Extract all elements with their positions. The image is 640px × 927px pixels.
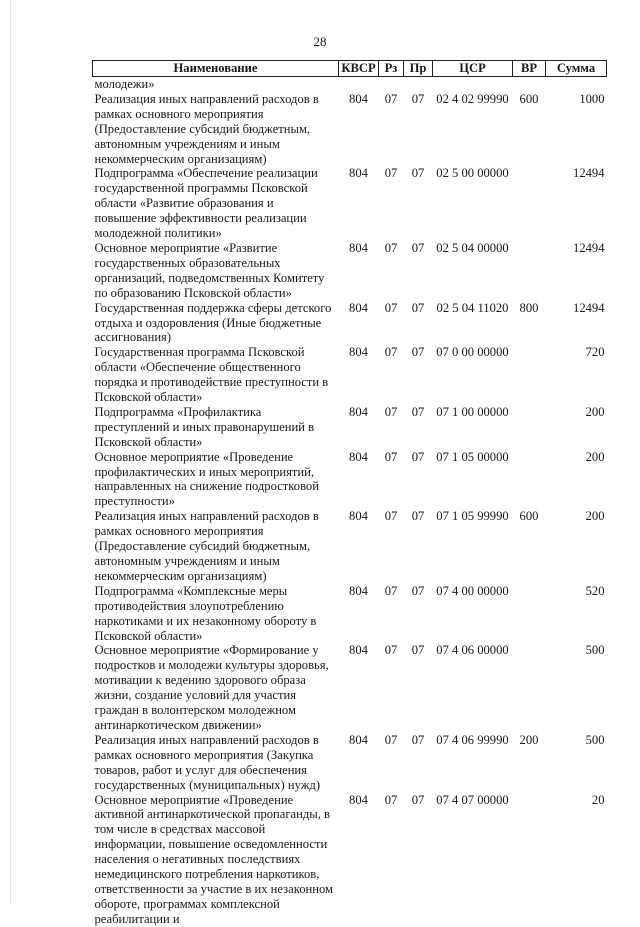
row-sum-cell: 200: [585, 404, 605, 419]
row-name-cell: Основное мероприятие «Развитие государственных образовательных организаций, подведомственных Комитету по образованию Псковской области»: [94, 240, 325, 300]
column-header-vr: ВР: [513, 61, 546, 77]
row-name-cell: Подпрограмма «Обеспечение реализации государственной программы Псковской области «Развитие образования и повышение эффективности реализации молодежной политики»: [94, 166, 318, 241]
row-kvsr-cell: 804: [349, 91, 368, 106]
row-vr-cell: [513, 643, 546, 732]
row-pr-cell: 07: [411, 240, 425, 255]
row-vr-cell: 200: [519, 732, 539, 747]
budget-table: [92, 60, 607, 927]
row-rz-cell: 07: [384, 166, 398, 181]
row-kvsr-cell: 804: [349, 300, 368, 315]
row-rz-cell: 07: [384, 300, 398, 315]
row-sum-cell: 12494: [573, 240, 605, 255]
row-kvsr-cell: 804: [349, 643, 368, 658]
row-sum-cell: 12494: [573, 300, 605, 315]
column-header-rz: Рз: [379, 61, 404, 77]
table-row: [93, 92, 607, 167]
table-row: [93, 450, 607, 510]
row-sum-cell: 200: [585, 509, 605, 524]
row-name-cell: Подпрограмма «Комплексные меры противодействия злоупотреблению наркотиками и их незаконному обороту в Псковской области»: [94, 583, 317, 643]
row-pr-cell: 07: [411, 792, 425, 807]
row-csr-cell: 07 4 06 99990: [436, 732, 509, 747]
row-name-cell: Основное мероприятие «Формирование у подростков и молодежи культуры здоровья, мотивации к ведению здорового образа жизни, создание условий для участия граждан в волонтерском молодежном антинаркотическом движении»: [94, 643, 329, 732]
row-csr-cell: 07 0 00 00000: [436, 345, 509, 360]
row-name-cell: Основное мероприятие «Проведение активной антинаркотической пропаганды, в том числе в средствах массовой информации, повышение осведомленности населения о негативных последствиях немедицинского потребления наркотиков, ответственности за участие в их незаконном обороте, программах комплексной реабилитации и: [94, 792, 333, 926]
row-sum-cell: 500: [585, 732, 605, 747]
row-pr-cell: 07: [411, 732, 425, 747]
table-row: [93, 241, 607, 301]
column-header-pr: Пр: [404, 61, 433, 77]
row-kvsr-cell: 804: [349, 166, 368, 181]
row-name-cell: Подпрограмма «Профилактика преступлений и иных правонарушений в Псковской области»: [94, 404, 315, 449]
row-kvsr-cell: 804: [349, 509, 368, 524]
row-vr-cell: [513, 793, 546, 927]
table-row: [93, 345, 607, 405]
row-pr-cell: 07: [411, 583, 425, 598]
row-pr-cell: 07: [411, 166, 425, 181]
row-rz-cell: 07: [384, 643, 398, 658]
row-pr-cell: 07: [411, 449, 425, 464]
row-name-cell: Реализация иных направлений расходов в рамках основного мероприятия (Предоставление субсидий бюджетным, автономным учреждениям и иным некоммерческим организациям): [94, 91, 319, 166]
row-pr-cell: 07: [411, 404, 425, 419]
row-csr-cell: 07 1 05 00000: [436, 449, 509, 464]
row-kvsr-cell: 804: [349, 732, 368, 747]
row-csr-cell: 07 4 06 00000: [436, 643, 509, 658]
table-row: [93, 643, 607, 732]
row-pr-cell: 07: [411, 345, 425, 360]
row-name-cell: Реализация иных направлений расходов в рамках основного мероприятия (Предоставление субсидий бюджетным, автономным учреждениям и иным некоммерческим организациям): [94, 509, 319, 583]
row-pr-cell: 07: [411, 300, 425, 315]
row-sum-cell: 500: [585, 643, 605, 658]
row-name-cell: Государственная программа Псковской области «Обеспечение общественного порядка и противодействие преступности в Псковской области»: [94, 345, 329, 405]
row-vr-cell: [513, 345, 546, 405]
table-row: [93, 301, 607, 346]
row-csr-cell: 02 5 04 00000: [436, 240, 509, 255]
row-rz-cell: 07: [384, 509, 398, 524]
continuation-text: молодежи»: [94, 77, 155, 91]
row-kvsr-cell: 804: [349, 449, 368, 464]
column-header-name: Наименование: [93, 61, 339, 77]
table-header-row: [93, 61, 607, 77]
row-vr-cell: 600: [519, 91, 539, 106]
row-vr-cell: [513, 405, 546, 450]
table-row: [93, 509, 607, 584]
row-vr-cell: 800: [519, 300, 539, 315]
row-pr-cell: 07: [411, 643, 425, 658]
row-rz-cell: 07: [384, 449, 398, 464]
row-rz-cell: 07: [384, 345, 398, 360]
row-vr-cell: [513, 241, 546, 301]
row-pr-cell: 07: [411, 91, 425, 106]
row-sum-cell: 720: [585, 345, 605, 360]
row-rz-cell: 07: [384, 240, 398, 255]
row-kvsr-cell: 804: [349, 583, 368, 598]
row-name-cell: Государственная поддержка сферы детского отдыха и оздоровления (Иные бюджетные ассигнования): [94, 300, 332, 345]
row-csr-cell: 07 1 05 99990: [436, 509, 509, 524]
row-kvsr-cell: 804: [349, 404, 368, 419]
page-number: 28: [313, 34, 327, 49]
row-vr-cell: [513, 584, 546, 644]
column-header-kvsr: КВСР: [339, 61, 379, 77]
row-csr-cell: 02 4 02 99990: [436, 91, 509, 106]
row-name-cell: Основное мероприятие «Проведение профилактических и иных мероприятий, направленных на снижение подростковой преступности»: [94, 449, 319, 509]
row-rz-cell: 07: [384, 732, 398, 747]
row-csr-cell: 02 5 04 11020: [436, 300, 509, 315]
row-csr-cell: 07 4 07 00000: [436, 792, 509, 807]
row-vr-cell: [513, 450, 546, 510]
row-sum-cell: 20: [591, 792, 605, 807]
column-header-sum: Сумма: [546, 61, 607, 77]
row-sum-cell: 1000: [579, 91, 605, 106]
row-kvsr-cell: 804: [349, 240, 368, 255]
table-row: [93, 733, 607, 793]
row-vr-cell: [513, 166, 546, 241]
row-rz-cell: 07: [384, 404, 398, 419]
row-kvsr-cell: 804: [349, 345, 368, 360]
row-csr-cell: 07 4 00 00000: [436, 583, 509, 598]
table-row: [93, 166, 607, 241]
row-name-cell: Реализация иных направлений расходов в рамках основного мероприятия (Закупка товаров, работ и услуг для обеспечения государственных (муниципальных) нужд): [94, 732, 321, 792]
row-sum-cell: 200: [585, 449, 605, 464]
row-csr-cell: 07 1 00 00000: [436, 404, 509, 419]
row-sum-cell: 520: [585, 583, 605, 598]
row-rz-cell: 07: [384, 792, 398, 807]
scan-edge: [10, 0, 11, 905]
row-rz-cell: 07: [384, 91, 398, 106]
row-csr-cell: 02 5 00 00000: [436, 166, 509, 181]
row-vr-cell: 600: [519, 509, 539, 524]
row-pr-cell: 07: [411, 509, 425, 524]
table-row: [93, 584, 607, 644]
table-row: [93, 405, 607, 450]
row-rz-cell: 07: [384, 583, 398, 598]
column-header-csr: ЦСР: [433, 61, 513, 77]
row-kvsr-cell: 804: [349, 792, 368, 807]
continuation-row: [93, 77, 607, 92]
row-sum-cell: 12494: [573, 166, 605, 181]
table-row: [93, 793, 607, 927]
